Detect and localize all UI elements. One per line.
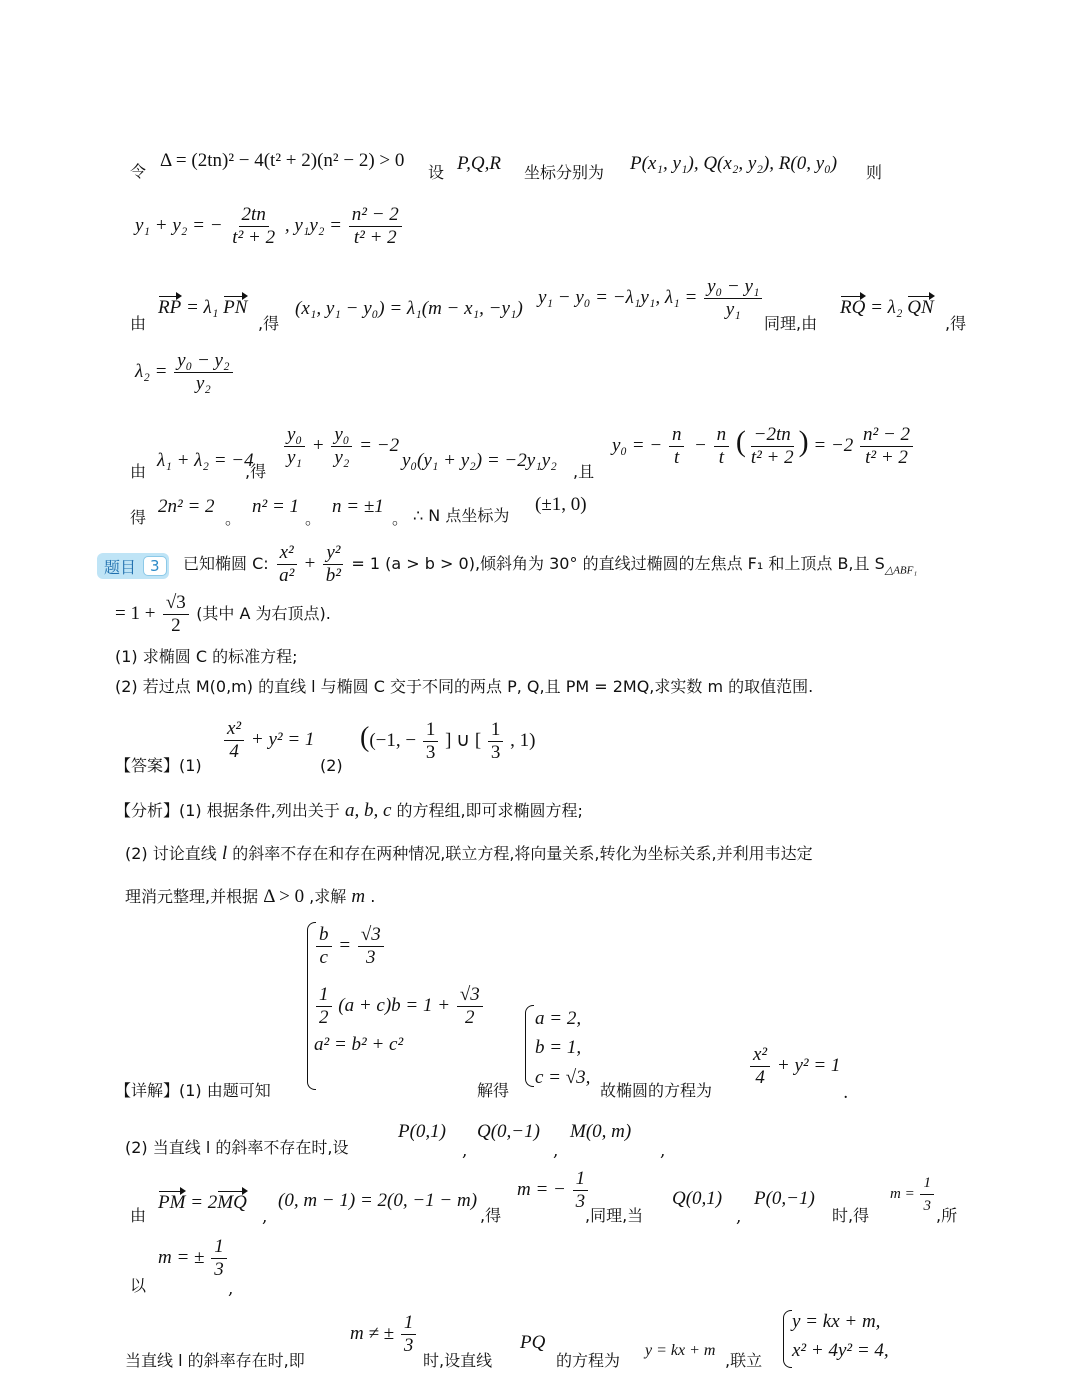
point-q2: Q(0,1): [672, 1188, 723, 1209]
comma-6: ,: [228, 1279, 234, 1299]
system2-row2: b = 1,: [535, 1037, 582, 1058]
system3-brace: [783, 1310, 792, 1368]
analysis-line2: (2) 讨论直线 l 的斜率不存在和存在两种情况,联立方程,将向量关系,转化为坐标关系,并利用韦达定: [125, 843, 813, 864]
text-zuobiao: 坐标分别为: [524, 163, 605, 182]
system2-row3: c = √3,: [535, 1067, 591, 1088]
text-de2: ,得: [945, 314, 967, 333]
period-2: 。: [305, 509, 322, 528]
lambda2-eq: λ₂ = $\frac{\text{y₀ − y₂}}{\text{y₂}}$: [135, 350, 235, 395]
problem-part1: (1) 求椭圆 C 的标准方程;: [115, 647, 298, 666]
y0-value: y₀ = − $\frac{n}{t}$: [612, 424, 686, 469]
period-end: .: [843, 1083, 849, 1103]
text-yi: 以: [130, 1276, 147, 1295]
eq-n: n = ±1: [332, 496, 384, 517]
problem-statement: 已知椭圆 C: $\frac{\text{x²}}{\text{a²}}$ + $\frac{\text{y²}}{\text{b²}}$ = 1 (a > b > 0),倾斜角为 30° 的直线过椭圆的左焦点 F₁ 和上顶点 B,且 $S_{\triangle ABF_1}$: [183, 542, 918, 586]
text-de4: 得: [130, 508, 147, 527]
system2-row1: a = 2,: [535, 1008, 582, 1029]
m-neq: m ≠ ± $\frac{1}{3}$: [350, 1312, 418, 1357]
analysis-line1: 【分析】(1) 根据条件,列出关于 a, b, c 的方程组,即可求椭圆方程;: [115, 800, 583, 821]
vector-rp-eq: RP = λ₁ PN: [158, 297, 248, 318]
case1-text: (2) 当直线 l 的斜率不存在时,设: [125, 1138, 349, 1157]
y0-ratio-eq: $\frac{\text{y₀}}{\text{y₁}}$ + $\frac{\text{y₀}}{\text{y₂}}$ = −2: [282, 424, 399, 469]
text-de5: ,得: [480, 1206, 502, 1225]
text-qie: ,且: [573, 462, 595, 481]
eq-2n2: 2n² = 2: [158, 496, 215, 517]
n-coord: (±1, 0): [535, 494, 587, 515]
points-pqr: P,Q,R: [457, 153, 501, 174]
problem-part2: (2) 若过点 M(0,m) 的直线 l 与椭圆 C 交于不同的两点 P, Q,且 PM = 2MQ,求实数 m 的取值范围.: [115, 677, 814, 696]
answer-label: 【答案】(1): [115, 756, 202, 775]
period-3: 。: [392, 509, 409, 528]
period-1: 。: [225, 509, 242, 528]
analysis-line3: 理消元整理,并根据 Δ > 0 ,求解 m .: [125, 886, 376, 907]
problem-statement-2: = 1 + $\frac{√3}{2}$ (其中 A 为右顶点).: [115, 592, 331, 636]
system3-row2: x² + 4y² = 4,: [792, 1340, 889, 1361]
text-de3: ,得: [245, 462, 267, 481]
comma-1: ,: [462, 1141, 468, 1161]
problem-badge: [97, 553, 169, 579]
comma-3: ,: [660, 1141, 666, 1161]
point-p: P(0,1): [398, 1121, 447, 1142]
case2-text: 当直线 l 的斜率存在时,即: [125, 1351, 305, 1370]
eq-n2: n² = 1: [252, 496, 300, 517]
system2-brace: [525, 1005, 534, 1087]
system1-row1: $\frac{b}{c}$ = $\frac{√3}{3}$: [314, 924, 386, 969]
text-suo: ,所: [936, 1206, 958, 1225]
text-you2: 由: [130, 462, 147, 481]
answer-ellipse: $\frac{\text{x²}}{4}$ + y² = 1: [222, 718, 314, 763]
m-pm-third: m = ± $\frac{1}{3}$: [158, 1236, 229, 1281]
detail-label: 【详解】(1) 由题可知: [115, 1081, 271, 1100]
badge-number: 3: [143, 556, 167, 576]
comma-4: ,: [262, 1207, 268, 1227]
lambda-sum: λ₁ + λ₂ = −4: [157, 450, 254, 471]
coords-pqr: P(x₁, y₁), Q(x₂, y₂), R(0, y₀): [630, 153, 838, 174]
comma-5: ,: [736, 1207, 742, 1227]
answer-part2-label: (2): [320, 756, 343, 775]
text-shezhixian: 时,设直线: [423, 1351, 493, 1370]
answer-range: ((−1, − $\frac{1}{3}$ ] ∪ [ $\frac{1}{3}$ , 1): [360, 719, 536, 764]
badge-label: 题目: [104, 557, 137, 577]
text-shi: 时,得: [832, 1206, 870, 1225]
ellipse-eq: $\frac{\text{x²}}{4}$ + y² = 1: [748, 1044, 840, 1089]
y0-product-eq: y₀(y₁ + y₂) = −2y₁y₂: [402, 450, 557, 471]
text-de: ,得: [258, 314, 280, 333]
text-tongli: 同理,由: [764, 314, 818, 333]
text-fangcheng: 的方程为: [556, 1351, 621, 1370]
vector-rq-eq: RQ = λ₂ QN: [840, 297, 934, 318]
text-ellipse-eq: 故椭圆的方程为: [600, 1081, 713, 1100]
point-q: Q(0,−1): [477, 1121, 540, 1142]
system1-row2: $\frac{1}{2}$ (a + c)b = 1 + $\frac{√3}{2}$: [314, 984, 485, 1029]
text-you3: 由: [130, 1206, 147, 1225]
coord-eq: (0, m − 1) = 2(0, −1 − m): [278, 1190, 478, 1211]
delta-inequality: Δ = (2tn)² − 4(t² + 2)(n² − 2) > 0: [160, 150, 405, 171]
text-tongli2: ,同理,当: [585, 1206, 644, 1225]
point-m: M(0, m): [570, 1121, 632, 1142]
line-eq: y = kx + m: [645, 1342, 716, 1359]
point-p2: P(0,−1): [754, 1188, 815, 1209]
vector-pm-eq: PM = 2MQ: [158, 1192, 247, 1213]
text-lianli: ,联立: [725, 1351, 763, 1370]
lambda1-eq: y₁ − y₀ = −λ₁y₁, λ₁ = $\frac{\text{y₀ − y₁}}{\text{y₁}}$: [538, 276, 764, 321]
line-pq: PQ: [520, 1332, 546, 1353]
m-third: m = $\frac{1}{3}$: [890, 1172, 936, 1217]
substitution-eq: − $\frac{n}{t}$ ( $\frac{-2tn}{\text{t² + 2}}$ ) = −2 $\frac{\text{n² − 2}}{\text{t² + 2}}$: [694, 424, 915, 469]
system3-row1: y = kx + m,: [792, 1311, 881, 1332]
text-jiede: 解得: [477, 1081, 510, 1100]
vector-equation: (x₁, y₁ − y₀) = λ₁(m − x₁, −y₁): [295, 298, 523, 319]
text-she: 设: [428, 163, 445, 182]
vieta-sum: y₁ + y₂ = − $\frac{2tn}{\text{t² + 2}}$ , y₁y₂ = $\frac{\text{n² − 2}}{\text{t² + 2}}$: [135, 204, 404, 249]
system1-row3: a² = b² + c²: [314, 1034, 404, 1055]
text-ling: 令: [130, 162, 147, 181]
comma-2: ,: [553, 1141, 559, 1161]
text-ze: 则: [866, 163, 883, 182]
text-n-coord: ∴ N 点坐标为: [413, 506, 510, 525]
m-neg-third: m = − $\frac{1}{3}$: [517, 1168, 590, 1213]
text-you: 由: [130, 314, 147, 333]
